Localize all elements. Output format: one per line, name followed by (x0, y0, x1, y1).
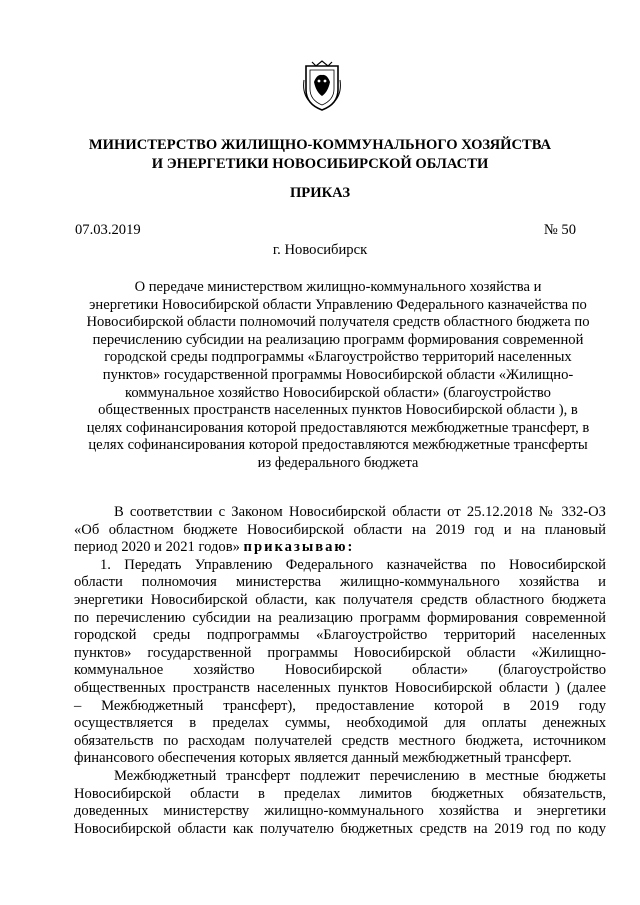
subject-line: целях софинансирования которой предоставляются межбюджетные трансферты (88, 437, 588, 454)
body-line: Новосибирской области в пределах лимитов бюджетных обязательств, (74, 785, 606, 802)
subject-line: перечислению субсидии на реализацию программ формирования современной (92, 331, 584, 348)
body-line: общественных пространств населенных пунктов Новосибирской области ) (далее (74, 679, 606, 696)
subject-line: коммунальное хозяйство Новосибирской области» (благоустройство (125, 384, 551, 401)
subject-line: из федерального бюджета (257, 454, 419, 471)
body-line (74, 539, 606, 557)
body-line: 1. Передать Управлению Федерального казначейства по Новосибирской (100, 556, 606, 573)
document-type: ПРИКАЗ (289, 185, 351, 201)
subject-line: городской среды подпрограммы «Благоустройство территорий населенных (104, 349, 572, 366)
document-date: 07.03.2019 (75, 222, 141, 238)
body-line: по перечислению субсидии на реализацию программ формирования современной (74, 609, 606, 626)
paragraph-item-1 (74, 557, 606, 768)
subject-line: общественных пространств населенных пунктов Новосибирской области ), в (98, 402, 578, 419)
body-line: доведенных министерству жилищно-коммунального хозяйства и энергетики (74, 803, 606, 820)
paragraph-transfer (74, 768, 606, 838)
document-number: № 50 (543, 222, 576, 238)
body-line: энергетики Новосибирской области, как получателя средств областного бюджета (74, 591, 606, 608)
ministry-name-line-2: И ЭНЕРГЕТИКИ НОВОСИБИРСКОЙ ОБЛАСТИ (151, 156, 489, 172)
ministry-name-line-1: МИНИСТЕРСТВО ЖИЛИЩНО-КОММУНАЛЬНОГО ХОЗЯЙСТВА (88, 137, 552, 153)
ministry-name (60, 136, 580, 174)
body-line: – Межбюджетный трансферт), предоставление которой в 2019 году (74, 697, 606, 714)
subject-line: Новосибирской области полномочий получателя средств областного бюджета по (86, 314, 590, 331)
body-line: обязательств по расходам получателей средств местного бюджета, источником (74, 732, 606, 749)
subject-line: пунктов» государственной программы Новосибирской области «Жилищно- (102, 366, 574, 383)
body-line: финансового обеспечения которых является данный межбюджетный трансферт. (74, 750, 572, 767)
body-line: Новосибирской области как получателю бюджетных средств на 2019 год по коду (74, 820, 606, 837)
body-line: области полномочия министерства жилищно-коммунального хозяйства и (74, 574, 606, 591)
body-line: Межбюджетный трансферт подлежит перечислению в местные бюджеты (114, 767, 606, 784)
document-subject (74, 279, 602, 473)
preamble-text: период 2020 и 2021 годов» (74, 539, 240, 556)
coat-of-arms-icon (302, 60, 342, 112)
paragraph-preamble (74, 504, 606, 557)
subject-line: О передаче министерством жилищно-коммунального хозяйства и (134, 279, 542, 295)
document-city: г. Новосибирск (272, 242, 368, 258)
body-line: В соответствии с Законом Новосибирской области от 25.12.2018 № 332-ОЗ (114, 504, 606, 520)
subject-line: энергетики Новосибирской области Управлению Федерального казначейства по (89, 296, 587, 313)
body-line: осуществляется в пределах суммы, необходимой для оплаты денежных (74, 715, 606, 732)
body-line: городской среды подпрограммы «Благоустройство территорий населенных (74, 627, 606, 644)
body-line: «Об областном бюджете Новосибирской области на 2019 год и на плановый (74, 521, 606, 538)
body-line: пунктов» государственной программы Новосибирской области «Жилищно- (74, 644, 606, 661)
subject-line: целях софинансирования которой предоставляются межбюджетные трансферт, в (86, 419, 590, 436)
body-line: коммунальное хозяйство Новосибирской области» (благоустройство (74, 662, 606, 679)
order-keyword: приказываю: (243, 539, 355, 556)
document-body (74, 504, 606, 838)
